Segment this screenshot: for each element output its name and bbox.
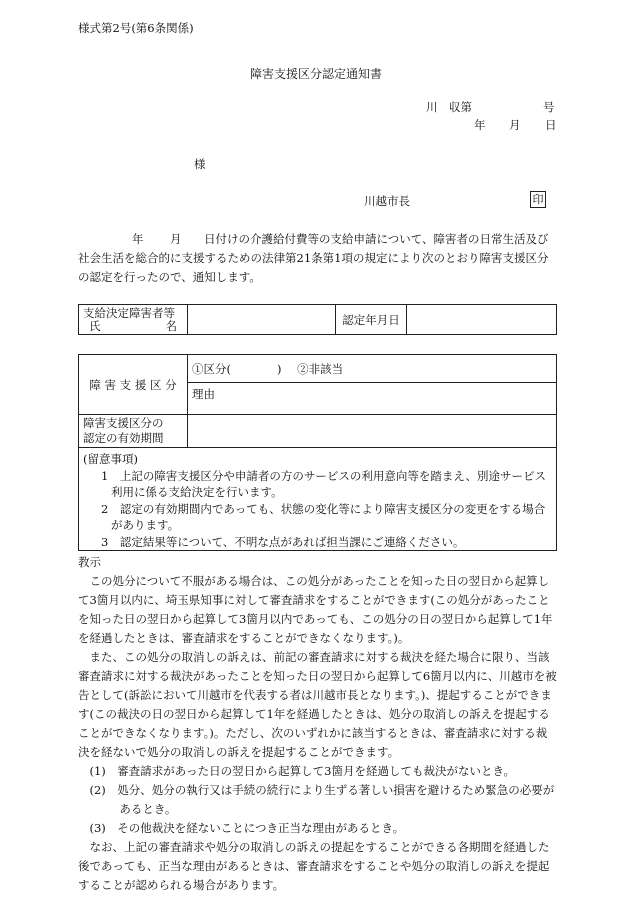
intro-year: 年 [132, 232, 144, 246]
instruction-item-3: (3) その他裁決を経ないことにつき正当な理由があるとき。 [89, 821, 405, 835]
name-label-mei: 名 [165, 318, 177, 333]
validity-label-line-1: 障害支援区分の [83, 416, 164, 430]
reason-label: 理由 [192, 387, 215, 401]
intro-text-line-1: 日付けの介護給付費等の支給申請について、障害者の日常生活及び [204, 232, 549, 246]
note-item-2 [83, 501, 552, 518]
reference-number-suffix: 号 [543, 100, 555, 114]
recipient-name-value [188, 305, 336, 335]
intro-text-line-2: 社会生活を総合的に支援するための法律第21条第1項の規定により次のとおり障害支援区分 [78, 251, 549, 265]
seal-stamp: 印 [530, 191, 546, 208]
instruction-paragraph-3: なお、上記の審査請求や処分の取消しの訴えの提起をすることができる各期間を経過した後であっても、正当な理由があるときは、審査請求をすることや処分の取消しの訴えを提起することが認められる場合があります。 [78, 840, 550, 892]
instruction-paragraph-2: また、この処分の取消しの訴えは、前記の審査請求に対する裁決を経た場合に限り、当該審査請求に対する裁決があったことを知った日の翌日から起算して6箇月以内に、川越市を被告として(訴訟において川越市を代表する者は川越市長となります。)、提起することができます(この裁決の日の翌日から起算して1年を経過したときは、処分の取消しの訴えを提起することができなくなります。)。ただし、次のいずれかに該当するときは、審査請求に対する裁決を経ないで処分の取消しの訴えを提起することができます。 [78, 650, 557, 759]
date-day: 日 [545, 118, 557, 132]
option-not-applicable: ②非該当 [297, 361, 344, 376]
note-item-2-continued: があります。 [111, 518, 180, 532]
recipient-honorific: 様 [194, 157, 206, 171]
name-label-line-1: 支給決定障害者等 [83, 305, 175, 320]
form-code: 様式第2号(第6条関係) [78, 21, 194, 35]
notes-heading: (留意事項) [83, 452, 138, 466]
option-category: ①区分( ) [192, 361, 282, 376]
note-number: 2 [101, 501, 109, 516]
instruction-item-1: (1) 審査請求があった日の翌日から起算して3箇月を経過しても裁決がないとき。 [89, 764, 516, 778]
date-month: 月 [509, 118, 521, 132]
note-text: 認定結果等について、不明な点があれば担当課にご連絡ください。 [119, 534, 465, 549]
certification-date-value [407, 305, 557, 335]
support-category-label: 障 害 支 援 区 分 [79, 355, 188, 415]
note-item-1 [83, 468, 552, 485]
intro-text-line-3: の認定を行ったので、通知します。 [78, 270, 261, 284]
note-text: 上記の障害支援区分や申請者の方のサービスの利用意向等を踏まえ、別途サービス [119, 468, 547, 483]
instruction-body [78, 572, 558, 895]
recipient-name-label [79, 305, 188, 335]
issuer-name: 川越市長 [364, 194, 410, 208]
document-title: 障害支援区分認定通知書 [250, 67, 383, 81]
validity-period-label [79, 415, 188, 448]
instruction-paragraph-1: この処分について不服がある場合は、この処分があったことを知った日の翌日から起算して3箇月以内に、埼玉県知事に対して審査請求をすることができます(この処分があったことを知った日の翌日から起算して3箇月以内であっても、この処分の日の翌日から起算して1年を経過したときは、審査請求をすることができなくなります。)。 [78, 574, 553, 645]
name-label-line-2 [83, 320, 183, 333]
note-number: 3 [101, 534, 109, 549]
reference-number-prefix: 川 収第 [426, 100, 472, 114]
note-item-3 [83, 534, 552, 551]
name-label-shi: 氏 [89, 318, 101, 333]
recipient-table [78, 304, 557, 335]
intro-month: 月 [170, 232, 182, 246]
notes-cell [79, 448, 557, 551]
support-category-table [78, 354, 557, 551]
validity-period-value [188, 415, 557, 448]
note-item-1-continued: 利用に係る支給決定を行います。 [111, 485, 283, 499]
validity-label-line-2: 認定の有効期間 [83, 431, 164, 445]
note-number: 1 [101, 468, 109, 483]
category-options [188, 355, 557, 383]
certification-date-label: 認定年月日 [336, 305, 407, 335]
reason-cell [188, 383, 557, 415]
date-year: 年 [474, 118, 486, 132]
instruction-heading: 教示 [78, 555, 101, 569]
note-text: 認定の有効期間内であっても、状態の変化等により障害支援区分の変更をする場合 [119, 501, 546, 516]
instruction-item-2: (2) 処分、処分の執行又は手続の続行により生ずる著しい損害を避けるため緊急の必要があるとき。 [89, 783, 555, 816]
